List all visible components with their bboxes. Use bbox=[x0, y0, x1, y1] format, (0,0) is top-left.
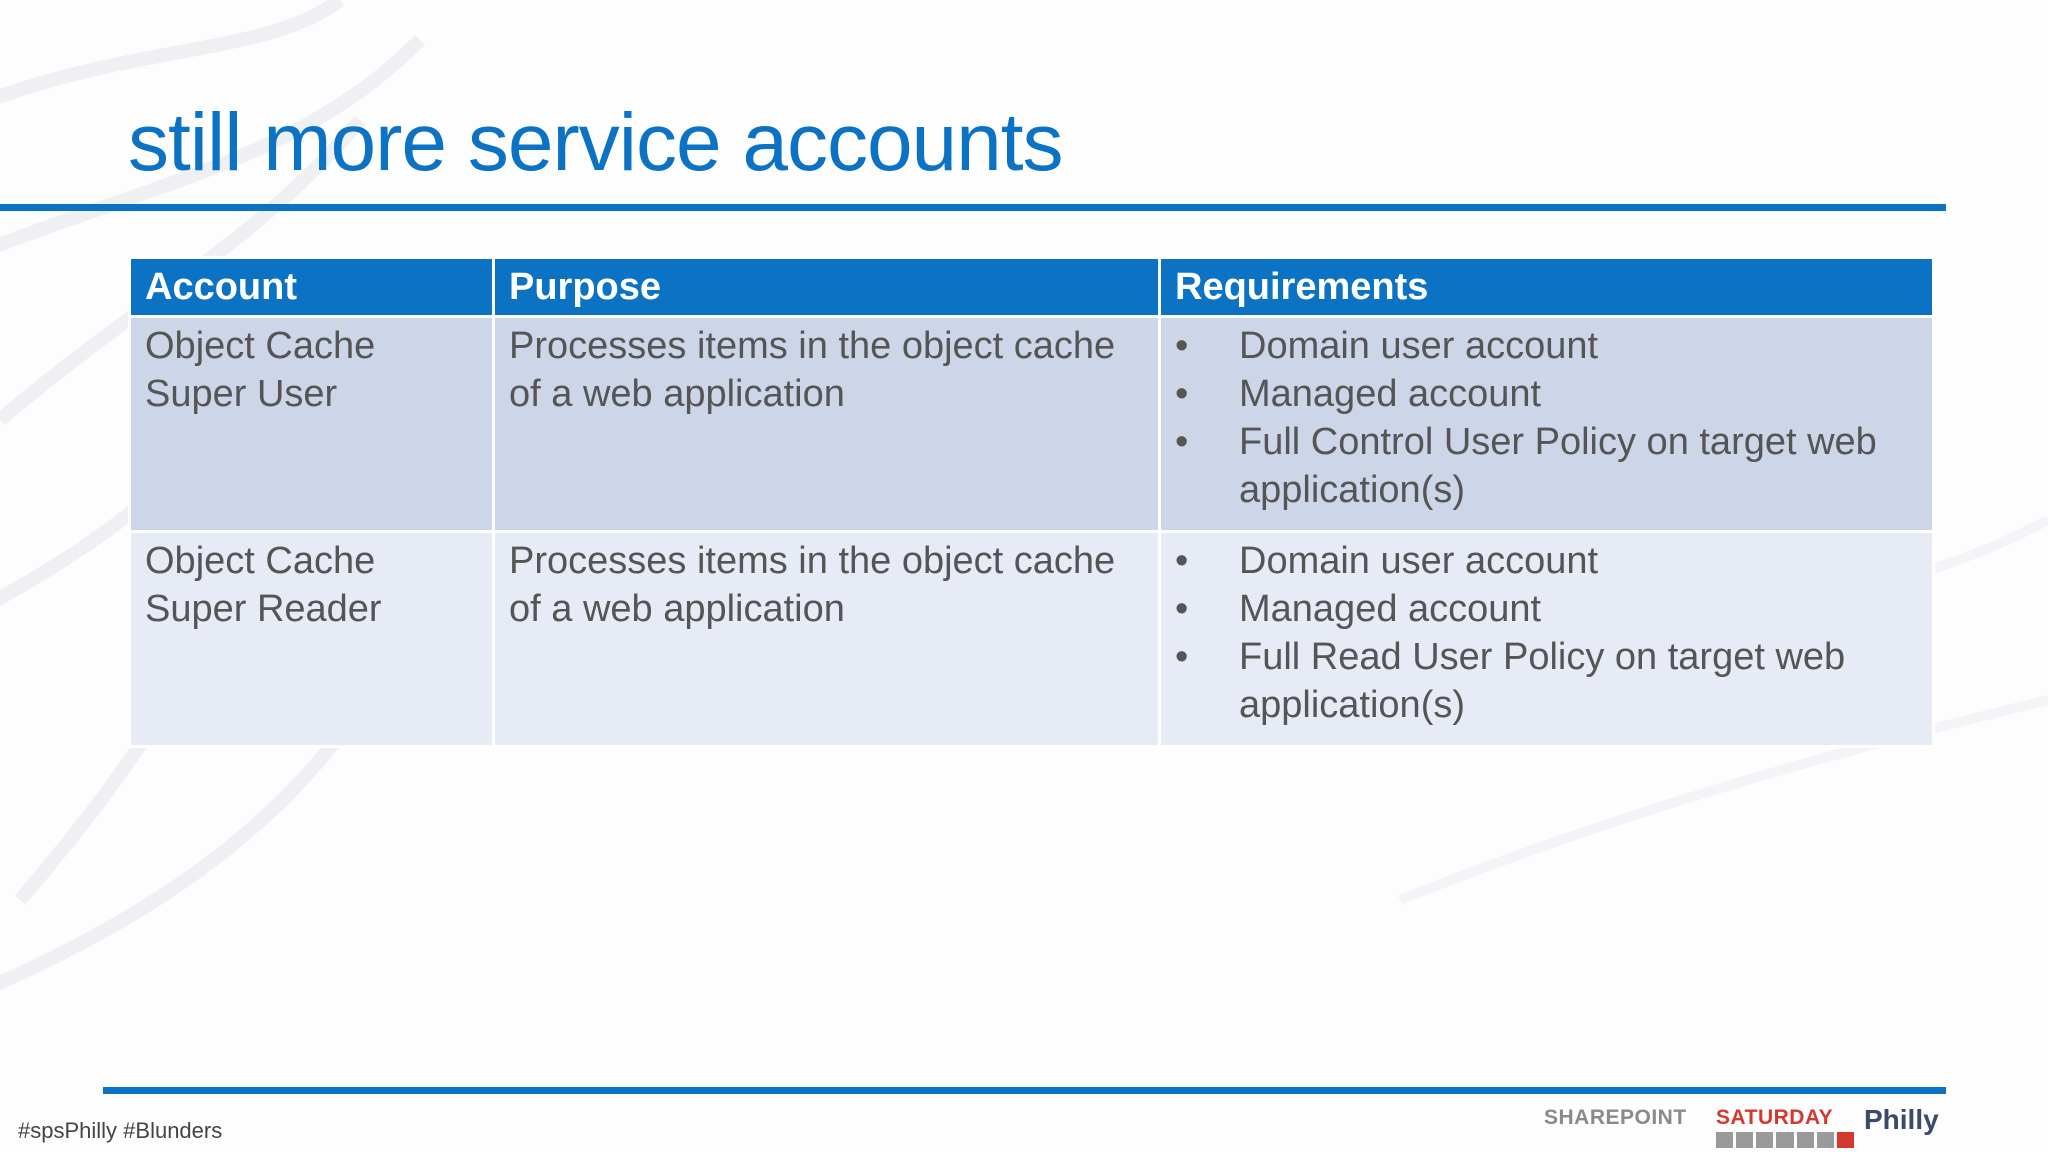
account-cell: Object Cache Super Reader bbox=[130, 532, 494, 747]
requirements-list bbox=[1175, 322, 1918, 514]
footer-hashtags: #spsPhilly #Blunders bbox=[18, 1118, 223, 1143]
footer-divider bbox=[103, 1087, 1946, 1094]
list-item bbox=[1175, 585, 1918, 633]
service-accounts-table bbox=[128, 256, 1935, 748]
requirement-text: Domain user account bbox=[1239, 325, 1599, 367]
bullet-icon: • bbox=[1175, 421, 1189, 463]
requirement-text: Managed account bbox=[1239, 588, 1542, 630]
bullet-icon: • bbox=[1175, 540, 1189, 582]
logo-word-sharepoint: SHAREPOINT bbox=[1544, 1106, 1687, 1129]
title-divider bbox=[0, 204, 1946, 211]
purpose-cell: Processes items in the object cache of a web application bbox=[494, 317, 1160, 532]
column-header-requirements: Requirements bbox=[1160, 258, 1934, 317]
bullet-icon: • bbox=[1175, 325, 1189, 367]
list-item bbox=[1175, 322, 1918, 370]
list-item bbox=[1175, 418, 1918, 514]
logo-word-city: Philly bbox=[1864, 1104, 1939, 1135]
requirement-text: Domain user account bbox=[1239, 540, 1599, 582]
list-item bbox=[1175, 633, 1918, 729]
requirement-text: Full Control User Policy on target web application(s) bbox=[1239, 421, 1877, 511]
requirements-cell bbox=[1160, 317, 1934, 532]
logo-word-saturday: SATURDAY bbox=[1716, 1106, 1834, 1129]
list-item bbox=[1175, 370, 1918, 418]
table-row bbox=[130, 317, 1934, 532]
bullet-icon: • bbox=[1175, 636, 1189, 678]
account-cell: Object Cache Super User bbox=[130, 317, 494, 532]
sharepoint-saturday-philly-logo bbox=[1544, 1100, 1944, 1152]
requirements-list bbox=[1175, 537, 1918, 729]
bullet-icon: • bbox=[1175, 588, 1189, 630]
table-header-row bbox=[130, 258, 1934, 317]
slide-title: still more service accounts bbox=[128, 97, 1063, 188]
logo-blocks bbox=[1716, 1132, 1854, 1148]
requirement-text: Managed account bbox=[1239, 373, 1542, 415]
bullet-icon: • bbox=[1175, 373, 1189, 415]
requirement-text: Full Read User Policy on target web application(s) bbox=[1239, 636, 1846, 726]
column-header-account: Account bbox=[130, 258, 494, 317]
purpose-cell: Processes items in the object cache of a web application bbox=[494, 532, 1160, 747]
list-item bbox=[1175, 537, 1918, 585]
table-row bbox=[130, 532, 1934, 747]
requirements-cell bbox=[1160, 532, 1934, 747]
column-header-purpose: Purpose bbox=[494, 258, 1160, 317]
